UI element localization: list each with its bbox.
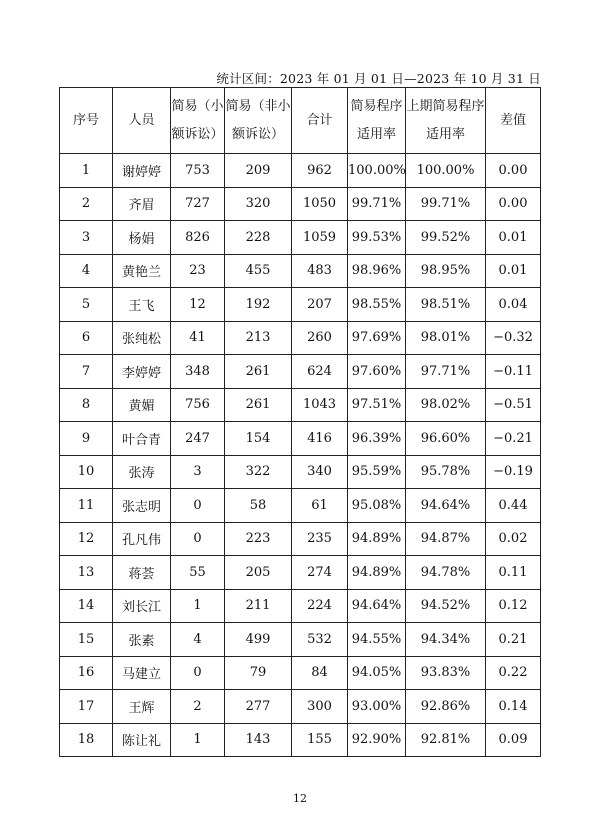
cell-index: 6	[60, 321, 113, 355]
cell-rate: 94.64%	[348, 589, 406, 623]
cell-prev-rate: 94.87%	[406, 522, 486, 556]
cell-person: 黄艳兰	[113, 254, 171, 288]
cell-prev-rate: 100.00%	[406, 154, 486, 188]
table-header-row	[60, 88, 541, 154]
cell-diff: 0.02	[486, 522, 541, 556]
cell-index: 13	[60, 556, 113, 590]
cell-index: 7	[60, 355, 113, 389]
cell-non-small-claims: 154	[225, 422, 292, 456]
cell-diff: 0.11	[486, 556, 541, 590]
cell-prev-rate: 98.02%	[406, 388, 486, 422]
cell-non-small-claims: 58	[225, 489, 292, 523]
cell-non-small-claims: 261	[225, 388, 292, 422]
cell-index: 12	[60, 522, 113, 556]
cell-index: 5	[60, 288, 113, 322]
cell-small-claims: 3	[171, 455, 225, 489]
cell-prev-rate: 97.71%	[406, 355, 486, 389]
cell-person: 张素	[113, 623, 171, 657]
cell-rate: 93.00%	[348, 690, 406, 724]
cell-rate: 96.39%	[348, 422, 406, 456]
cell-prev-rate: 93.83%	[406, 656, 486, 690]
table-row	[60, 489, 541, 523]
cell-person: 张纯松	[113, 321, 171, 355]
cell-total: 260	[292, 321, 348, 355]
col-header-diff: 差值	[486, 88, 541, 154]
cell-prev-rate: 98.01%	[406, 321, 486, 355]
cell-non-small-claims: 320	[225, 187, 292, 221]
cell-total: 962	[292, 154, 348, 188]
cell-rate: 94.05%	[348, 656, 406, 690]
staff-rate-table	[59, 87, 541, 757]
cell-total: 624	[292, 355, 348, 389]
cell-non-small-claims: 322	[225, 455, 292, 489]
page-number: 12	[293, 792, 307, 805]
cell-diff: −0.32	[486, 321, 541, 355]
table-row	[60, 355, 541, 389]
cell-person: 刘长江	[113, 589, 171, 623]
cell-prev-rate: 94.78%	[406, 556, 486, 590]
cell-non-small-claims: 143	[225, 723, 292, 757]
table-row	[60, 187, 541, 221]
cell-diff: 0.44	[486, 489, 541, 523]
cell-total: 155	[292, 723, 348, 757]
cell-diff: −0.19	[486, 455, 541, 489]
cell-diff: 0.22	[486, 656, 541, 690]
cell-prev-rate: 94.52%	[406, 589, 486, 623]
cell-person: 杨娟	[113, 221, 171, 255]
cell-total: 235	[292, 522, 348, 556]
table-row	[60, 455, 541, 489]
cell-index: 1	[60, 154, 113, 188]
cell-non-small-claims: 79	[225, 656, 292, 690]
cell-total: 1050	[292, 187, 348, 221]
cell-rate: 100.00%	[348, 154, 406, 188]
cell-person: 齐眉	[113, 187, 171, 221]
cell-index: 2	[60, 187, 113, 221]
cell-index: 11	[60, 489, 113, 523]
cell-index: 9	[60, 422, 113, 456]
cell-diff: −0.51	[486, 388, 541, 422]
cell-person: 马建立	[113, 656, 171, 690]
cell-total: 274	[292, 556, 348, 590]
cell-rate: 99.53%	[348, 221, 406, 255]
cell-total: 224	[292, 589, 348, 623]
cell-index: 17	[60, 690, 113, 724]
table-row	[60, 690, 541, 724]
cell-non-small-claims: 223	[225, 522, 292, 556]
cell-person: 李婷婷	[113, 355, 171, 389]
table-row	[60, 623, 541, 657]
table-row	[60, 154, 541, 188]
cell-non-small-claims: 261	[225, 355, 292, 389]
cell-diff: 0.01	[486, 221, 541, 255]
cell-diff: 0.09	[486, 723, 541, 757]
table-row	[60, 221, 541, 255]
cell-diff: 0.00	[486, 154, 541, 188]
cell-small-claims: 0	[171, 522, 225, 556]
cell-rate: 98.96%	[348, 254, 406, 288]
cell-non-small-claims: 213	[225, 321, 292, 355]
cell-non-small-claims: 455	[225, 254, 292, 288]
cell-rate: 94.55%	[348, 623, 406, 657]
cell-small-claims: 826	[171, 221, 225, 255]
col-header-rate: 简易程序适用率	[348, 88, 406, 154]
cell-prev-rate: 99.71%	[406, 187, 486, 221]
cell-index: 4	[60, 254, 113, 288]
cell-diff: 0.14	[486, 690, 541, 724]
cell-rate: 97.60%	[348, 355, 406, 389]
cell-non-small-claims: 211	[225, 589, 292, 623]
cell-small-claims: 1	[171, 723, 225, 757]
cell-person: 蒋荟	[113, 556, 171, 590]
cell-total: 300	[292, 690, 348, 724]
table-row	[60, 388, 541, 422]
table-row	[60, 288, 541, 322]
cell-prev-rate: 98.95%	[406, 254, 486, 288]
cell-rate: 95.59%	[348, 455, 406, 489]
col-header-non-small-claims: 简易（非小额诉讼）	[225, 88, 292, 154]
cell-small-claims: 41	[171, 321, 225, 355]
cell-prev-rate: 98.51%	[406, 288, 486, 322]
cell-prev-rate: 99.52%	[406, 221, 486, 255]
cell-diff: −0.21	[486, 422, 541, 456]
cell-person: 孔凡伟	[113, 522, 171, 556]
cell-person: 陈让礼	[113, 723, 171, 757]
cell-rate: 99.71%	[348, 187, 406, 221]
cell-small-claims: 0	[171, 489, 225, 523]
cell-person: 叶合青	[113, 422, 171, 456]
cell-index: 16	[60, 656, 113, 690]
table-row	[60, 589, 541, 623]
cell-person: 谢婷婷	[113, 154, 171, 188]
table-row	[60, 321, 541, 355]
cell-small-claims: 12	[171, 288, 225, 322]
col-header-total: 合计	[292, 88, 348, 154]
cell-small-claims: 4	[171, 623, 225, 657]
cell-non-small-claims: 277	[225, 690, 292, 724]
col-header-prev-rate: 上期简易程序适用率	[406, 88, 486, 154]
cell-non-small-claims: 192	[225, 288, 292, 322]
table-row	[60, 422, 541, 456]
cell-person: 黄媚	[113, 388, 171, 422]
cell-small-claims: 1	[171, 589, 225, 623]
cell-small-claims: 55	[171, 556, 225, 590]
cell-small-claims: 2	[171, 690, 225, 724]
cell-total: 340	[292, 455, 348, 489]
cell-index: 10	[60, 455, 113, 489]
cell-person: 王飞	[113, 288, 171, 322]
table-row	[60, 723, 541, 757]
cell-total: 1059	[292, 221, 348, 255]
cell-diff: 0.04	[486, 288, 541, 322]
cell-non-small-claims: 499	[225, 623, 292, 657]
cell-non-small-claims: 205	[225, 556, 292, 590]
cell-small-claims: 23	[171, 254, 225, 288]
col-header-small-claims: 简易（小额诉讼）	[171, 88, 225, 154]
cell-rate: 95.08%	[348, 489, 406, 523]
cell-diff: −0.11	[486, 355, 541, 389]
cell-diff: 0.01	[486, 254, 541, 288]
cell-small-claims: 727	[171, 187, 225, 221]
cell-prev-rate: 96.60%	[406, 422, 486, 456]
cell-rate: 97.51%	[348, 388, 406, 422]
cell-small-claims: 348	[171, 355, 225, 389]
cell-rate: 94.89%	[348, 522, 406, 556]
cell-small-claims: 753	[171, 154, 225, 188]
stat-range-label: 统计区间：2023 年 01 月 01 日—2023 年 10 月 31 日	[216, 71, 541, 86]
cell-prev-rate: 94.64%	[406, 489, 486, 523]
cell-index: 15	[60, 623, 113, 657]
cell-total: 84	[292, 656, 348, 690]
cell-prev-rate: 94.34%	[406, 623, 486, 657]
table-row	[60, 522, 541, 556]
cell-prev-rate: 95.78%	[406, 455, 486, 489]
cell-person: 张涛	[113, 455, 171, 489]
cell-non-small-claims: 209	[225, 154, 292, 188]
cell-person: 张志明	[113, 489, 171, 523]
cell-small-claims: 756	[171, 388, 225, 422]
cell-prev-rate: 92.86%	[406, 690, 486, 724]
cell-index: 14	[60, 589, 113, 623]
col-header-index: 序号	[60, 88, 113, 154]
col-header-person: 人员	[113, 88, 171, 154]
cell-non-small-claims: 228	[225, 221, 292, 255]
cell-diff: 0.12	[486, 589, 541, 623]
cell-total: 532	[292, 623, 348, 657]
cell-small-claims: 247	[171, 422, 225, 456]
cell-index: 3	[60, 221, 113, 255]
table-row	[60, 254, 541, 288]
cell-total: 483	[292, 254, 348, 288]
cell-total: 61	[292, 489, 348, 523]
cell-rate: 97.69%	[348, 321, 406, 355]
cell-total: 1043	[292, 388, 348, 422]
cell-rate: 92.90%	[348, 723, 406, 757]
cell-rate: 98.55%	[348, 288, 406, 322]
table-row	[60, 656, 541, 690]
cell-index: 8	[60, 388, 113, 422]
cell-rate: 94.89%	[348, 556, 406, 590]
cell-total: 207	[292, 288, 348, 322]
cell-diff: 0.21	[486, 623, 541, 657]
cell-index: 18	[60, 723, 113, 757]
cell-prev-rate: 92.81%	[406, 723, 486, 757]
table-row	[60, 556, 541, 590]
cell-total: 416	[292, 422, 348, 456]
cell-small-claims: 0	[171, 656, 225, 690]
cell-person: 王辉	[113, 690, 171, 724]
cell-diff: 0.00	[486, 187, 541, 221]
